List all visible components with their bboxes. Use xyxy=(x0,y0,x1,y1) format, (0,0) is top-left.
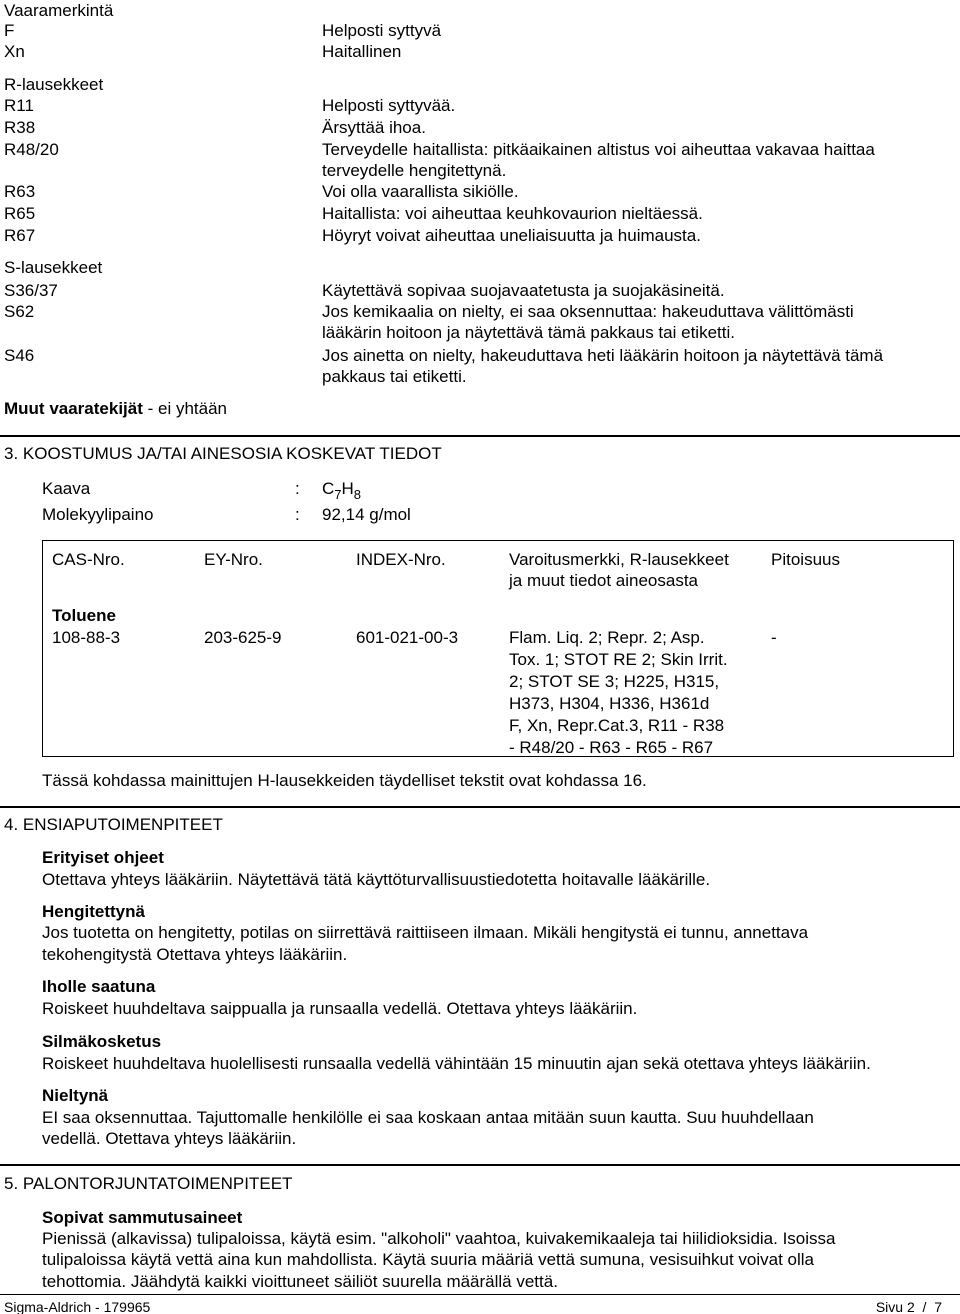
first-aid-heading: Erityiset ohjeet xyxy=(42,848,164,867)
cell-ec: 203-625-9 xyxy=(204,628,282,647)
r-phrase-text-continued: terveydelle hengitettynä. xyxy=(322,161,507,180)
other-hazards-label: Muut vaaratekijät xyxy=(4,399,143,418)
first-aid-heading: Silmäkosketus xyxy=(42,1032,162,1051)
first-aid-text: Roiskeet huuhdeltava saippualla ja runsaalla vedellä. Otettava yhteys lääkäriin. xyxy=(42,999,638,1018)
cell-classification-line: Flam. Liq. 2; Repr. 2; Asp. xyxy=(509,628,705,647)
r-phrase-code: R38 xyxy=(4,118,36,137)
formula-hydrogen: H xyxy=(341,479,354,498)
substance-name: Toluene xyxy=(52,606,116,625)
r-phrase-code: R48/20 xyxy=(4,140,59,159)
r-phrase-code: R67 xyxy=(4,226,36,245)
section-3-note: Tässä kohdassa mainittujen H-lausekkeiden täydelliset tekstit ovat kohdassa 16. xyxy=(42,771,647,790)
footer-page-number: Sivu 2 / 7 xyxy=(875,1299,942,1314)
table-header-index: INDEX-Nro. xyxy=(356,550,446,569)
cell-classification-line: F, Xn, Repr.Cat.3, R11 - R38 xyxy=(509,716,725,735)
formula-carbon-count: 7 xyxy=(334,487,342,502)
molecular-weight-colon: : xyxy=(295,505,300,524)
section-divider xyxy=(0,435,960,437)
r-phrase-text: Ärsyttää ihoa. xyxy=(322,118,426,137)
extinguishing-text: tehottomia. Jäähdytä kaikki vioittuneet säiliöt suurella määrällä vettä. xyxy=(42,1272,558,1291)
hazard-symbol-text: Helposti syttyvä xyxy=(322,21,442,40)
cell-cas: 108-88-3 xyxy=(52,628,121,647)
hazard-symbol-code: F xyxy=(4,21,15,40)
first-aid-heading: Hengitettynä xyxy=(42,902,145,921)
s-phrase-text-continued: lääkärin hoitoon ja näytettävä tämä pakkaus tai etiketti. xyxy=(322,323,735,342)
first-aid-text: Roiskeet huuhdeltava huolellisesti runsaalla vedellä vähintään 15 minuutin ajan sekä otettava yhteys lääkäriin. xyxy=(42,1054,871,1073)
extinguishing-text: tulipaloissa käytä vettä aina kun mahdollista. Käytä suuria määriä vettä sumuna, vesisuihkut voivat olla xyxy=(42,1250,815,1269)
s-phrase-text: Jos ainetta on nielty, hakeuduttava heti lääkärin hoitoon ja näytettävä tämä xyxy=(322,346,884,365)
r-phrase-text: Terveydelle haitallista: pitkäaikainen altistus voi aiheuttaa vakavaa haittaa xyxy=(322,140,875,159)
section-divider xyxy=(0,1164,960,1166)
r-phrase-text: Höyryt voivat aiheuttaa uneliaisuutta ja huimausta. xyxy=(322,226,701,245)
extinguishing-text: Pienissä (alkavissa) tulipaloissa, käytä esim. "alkoholi" vaahtoa, kuivakemikaaleja tai hiilidioksidia. Isoissa xyxy=(42,1229,836,1248)
cell-classification-line: 2; STOT SE 3; H225, H315, xyxy=(509,672,720,691)
section-3-title: 3. KOOSTUMUS JA/TAI AINESOSIA KOSKEVAT TIEDOT xyxy=(4,444,442,463)
table-header-cas: CAS-Nro. xyxy=(52,550,125,569)
formula-value xyxy=(322,478,361,500)
cell-index: 601-021-00-3 xyxy=(356,628,459,647)
table-header-classification-continued: ja muut tiedot aineosasta xyxy=(509,571,699,590)
section-divider xyxy=(0,806,960,808)
hazard-symbols-label: Vaaramerkintä xyxy=(4,1,114,20)
molecular-weight-value: 92,14 g/mol xyxy=(322,505,411,524)
hazard-symbol-text: Haitallinen xyxy=(322,42,402,61)
hazard-symbol-code: Xn xyxy=(4,42,25,61)
table-header-classification: Varoitusmerkki, R-lausekkeet xyxy=(509,550,729,569)
first-aid-heading: Nieltynä xyxy=(42,1086,109,1105)
molecular-weight-label: Molekyylipaino xyxy=(42,505,154,524)
table-header-concentration: Pitoisuus xyxy=(771,550,840,569)
r-phrase-text: Haitallista: voi aiheuttaa keuhkovaurion nieltäessä. xyxy=(322,204,703,223)
first-aid-text: tekohengitystä Otettava yhteys lääkäriin. xyxy=(42,945,348,964)
extinguishing-heading: Sopivat sammutusaineet xyxy=(42,1208,243,1227)
cell-classification-line: Tox. 1; STOT RE 2; Skin Irrit. xyxy=(509,650,728,669)
footer-divider xyxy=(0,1294,960,1295)
first-aid-text: Jos tuotetta on hengitetty, potilas on siirrettävä raittiiseen ilmaan. Mikäli hengitystä ei tunnu, annettava xyxy=(42,923,809,942)
section-5-title: 5. PALONTORJUNTATOIMENPITEET xyxy=(4,1174,293,1193)
other-hazards xyxy=(4,398,227,419)
first-aid-heading: Iholle saatuna xyxy=(42,977,156,996)
r-phrase-text: Voi olla vaarallista sikiölle. xyxy=(322,182,519,201)
s-phrase-text-continued: pakkaus tai etiketti. xyxy=(322,367,467,386)
composition-table xyxy=(42,540,954,757)
r-phrases-label: R-lausekkeet xyxy=(4,75,104,94)
cell-classification-line: - R48/20 - R63 - R65 - R67 xyxy=(509,738,714,757)
r-phrase-code: R11 xyxy=(4,96,34,115)
first-aid-text: EI saa oksennuttaa. Tajuttomalle henkilölle ei saa koskaan antaa mitään suun kautta. Suu huuhdellaan xyxy=(42,1108,814,1127)
cell-concentration: - xyxy=(771,628,777,647)
formula-carbon: C xyxy=(322,479,335,498)
formula-label: Kaava xyxy=(42,479,91,498)
cell-classification-line: H373, H304, H336, H361d xyxy=(509,694,710,713)
s-phrase-code: S62 xyxy=(4,302,35,321)
s-phrases-label: S-lausekkeet xyxy=(4,258,103,277)
s-phrase-text: Jos kemikaalia on nielty, ei saa oksennuttaa: hakeuduttava välittömästi xyxy=(322,302,854,321)
r-phrase-text: Helposti syttyvää. xyxy=(322,96,456,115)
section-4-title: 4. ENSIAPUTOIMENPITEET xyxy=(4,815,223,834)
first-aid-text: vedellä. Otettava yhteys lääkäriin. xyxy=(42,1129,297,1148)
s-phrase-code: S46 xyxy=(4,346,35,365)
first-aid-text: Otettava yhteys lääkäriin. Näytettävä tätä käyttöturvallisuustiedotetta hoitavalle lääkärille. xyxy=(42,870,711,889)
s-phrase-code: S36/37 xyxy=(4,281,58,300)
table-header-ec: EY-Nro. xyxy=(204,550,263,569)
formula-colon: : xyxy=(295,479,300,498)
r-phrase-code: R63 xyxy=(4,182,36,201)
footer-product: Sigma-Aldrich - 179965 xyxy=(4,1299,151,1314)
r-phrase-code: R65 xyxy=(4,204,36,223)
other-hazards-value: - ei yhtään xyxy=(147,399,228,418)
s-phrase-text: Käytettävä sopivaa suojavaatetusta ja suojakäsineitä. xyxy=(322,281,725,300)
formula-hydrogen-count: 8 xyxy=(353,487,362,502)
